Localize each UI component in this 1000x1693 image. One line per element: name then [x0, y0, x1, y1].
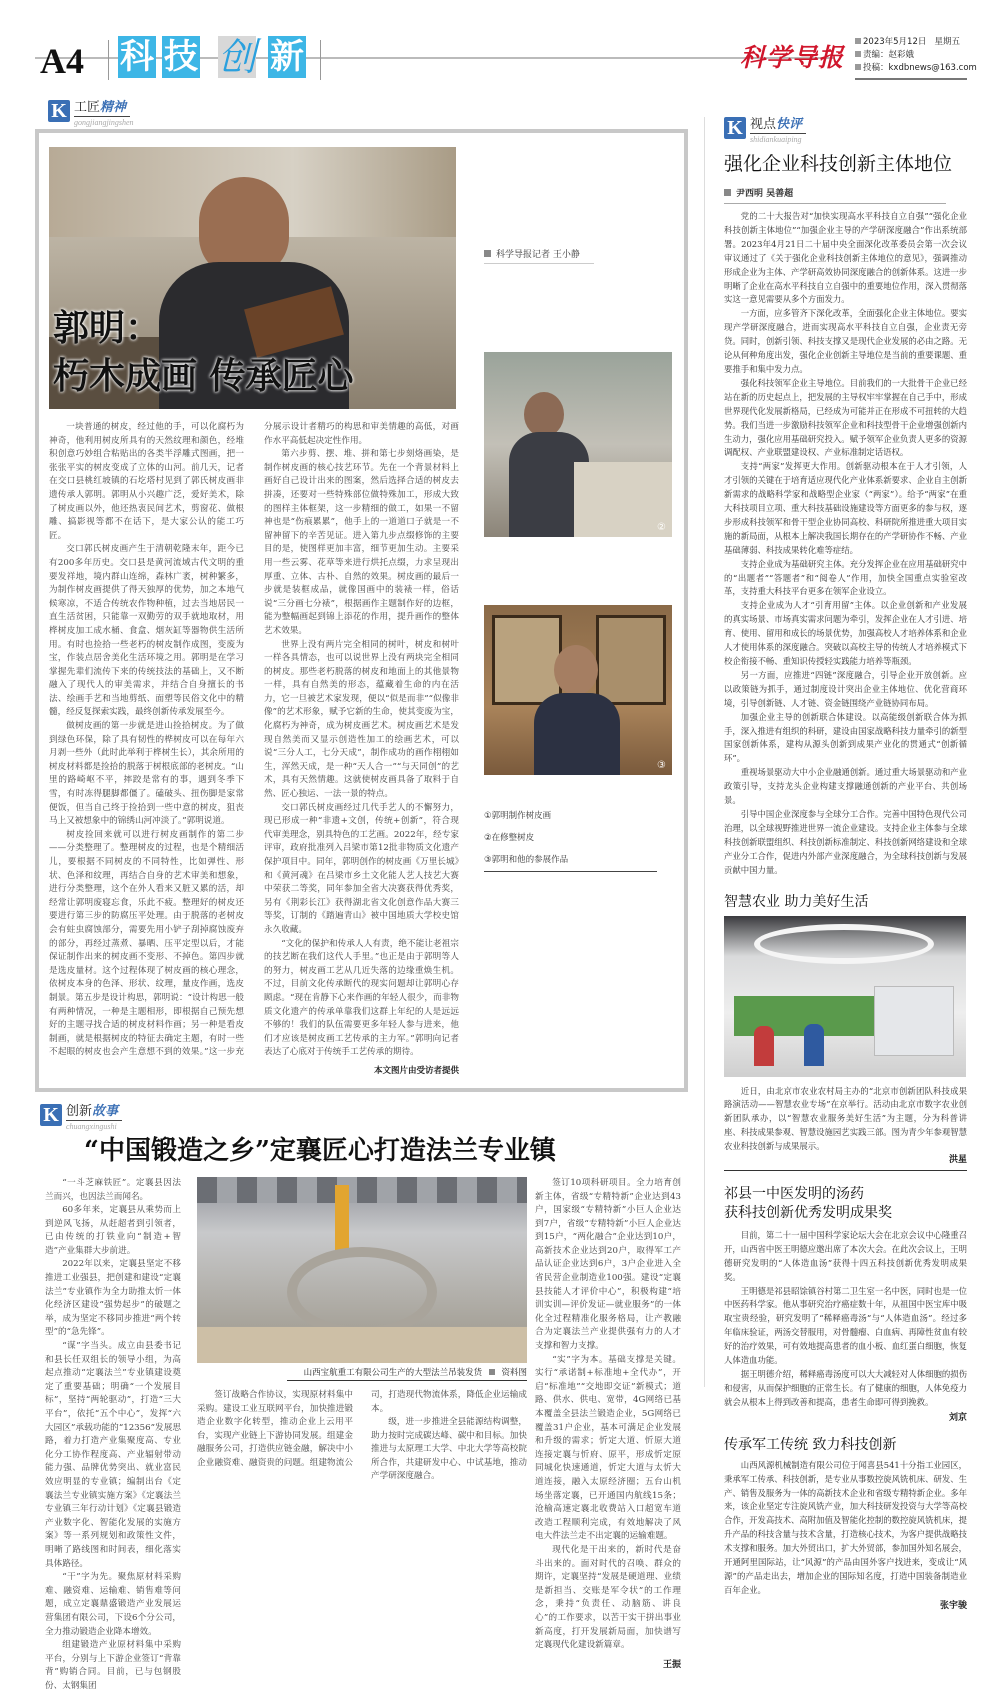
paragraph: 据王明德介绍，稀释癌毒汤度可以大大减轻对人体细胞的损伤和侵害，从而保护细胞的正常生长。有了健康的细胞，人体免疫力就会从根本上得到改善和提高，患者生命即可得到挽救。: [724, 1369, 967, 1407]
paragraph: 级，进一步推进全县能源结构调整，助力按时完成碳达峰、碳中和目标。加快推进与太原理工大学、中北大学等高校院所合作，共建研发中心、中试基地，推动产学研深度融合。: [371, 1417, 527, 1482]
section-title-char: 创: [218, 35, 257, 79]
paragraph: 强化科技领军企业主导地位。目前我们的一大批骨干企业已经站在新的历史起点上，把发展的主导权牢牢掌握在自己手中，形成世界现代化发展新格局，已经成为可能并正在形成不可扭转的大趋势。我们当进一步激励科技领军企业和科技型骨干企业增强创新内生动力，强化应用基础研究投入。赋予领军企业负责人更多的资源调配权、产业联盟建设权、产业标准制定话语权。: [724, 377, 967, 458]
label-text: 创新: [66, 1103, 93, 1119]
paragraph: 党的二十大报告对“加快实现高水平科技自立自强”“强化企业科技创新主体地位”“加强企业主导的产学研深度融合”作出系统部署。2023年4月21日二十届中央全面深化改革委员会第一次会议审议通过了《关于强化企业科技创新主体地位的意见》，强调推动形成企业为主体、产学研高效协同深度融合的创新体系。这进一步明晰了企业在高水平科技自立自强中的重要地位作用，深入贯彻落实这一意见需要从多个方面发力。: [724, 211, 967, 305]
story-headline: “中国锻造之乡”定襄匠心打造法兰专业镇: [84, 1135, 556, 1166]
section-title-char: 新: [270, 37, 304, 77]
label-pinyin: shidiankuaiping: [750, 135, 802, 144]
agri-headline: 智慧农业 助力美好生活: [724, 893, 869, 910]
paragraph: 2022年以来，定襄县坚定不移推进工业强县，把创建和建设“定襄法兰”专业镇作为全力助推太忻一体化经济区建设“强势起步”的破题之举，成为坚定不移同步推进“两个转型”的“急先锋”。: [45, 1259, 181, 1338]
paragraph: 第六步剪、摆、堆、拼和第七步刻烙画染，是制作树皮画的核心技艺环节。先在一个背景材料上画好自己设计出来的图案，然后选择合适的树皮去拼凑，还要对一些特殊部位做特殊加工，形成大致的图样主体框架，这一步精细的做工，如果一不留神也是“伤痕累累”，他手上的一道道口子就是一不留神留下的辛苦见证。进入第九步点缀修饰的主要目的是，使图样更加丰富，细节更加生动。主要采用一些云雾、花草等来进行烘托点缀，力求呈现出厚重、立体、古朴、自然的效果。树皮画的最后一步就是装框成品，就像国画中的装裱一样，俗话说“三分画七分裱”，根据画作主题制作好的边框，能为整幅画起到锦上添花的作用，提升画作的整体艺术效果。: [264, 449, 459, 636]
issue-meta: [855, 36, 977, 75]
feature-frame: [35, 129, 688, 1092]
paragraph: 重视场景驱动大中小企业融通创新。通过重大场景驱动和产业政策引导，支持龙头企业构建支撑融通创新的产业平台、共创场景。: [724, 767, 967, 806]
k-badge-icon: K: [724, 117, 746, 139]
military-headline: 传承军工传统 致力科技创新: [724, 1436, 897, 1453]
label-pinyin: chuangxingushi: [66, 1121, 117, 1131]
tcm-headline-line1: 祁县一中医发明的汤药: [724, 1185, 864, 1202]
k-badge-icon: K: [40, 1104, 62, 1126]
divider: [320, 40, 321, 80]
story-section: [35, 1104, 688, 1693]
paragraph: 现代化是干出来的，新时代是奋斗出来的。面对时代的召唤、群众的期许，定襄坚持“发展是硬道理、业绩是新担当、交账是军令状”的工作理念，秉持“负责任、动脑筋、讲良心”的工作要求，以苦干实干拼出事业新高度，打开发展新局面，加快谱写定襄现代化建设新篇章。: [535, 1544, 681, 1651]
paragraph: 引导中国企业深度参与全球分工合作。完善中国特色现代公司治理，以全球视野推进世界一流企业建设。支持企业主体参与全球科技创新联盟组织、科技创新标准制定、科技创新网络建设和全球产业分工合作，促进内外部产业深度融合，为全球科技创新与发展贡献中国力量。: [724, 808, 967, 875]
right-column: [724, 117, 967, 1611]
paragraph: 另一方面，应推进“四链”深度融合，引导企业开放创新。应以政策链为抓手，通过制度设计突出企业主体地位、优化营商环境，引导创新链、人才链、资金链围绕产业链协同布局。: [724, 669, 967, 708]
column-label-viewpoint: [724, 117, 967, 144]
story-columns: [35, 1177, 688, 1693]
divider: [108, 40, 109, 80]
paragraph: 树皮捡回来就可以进行树皮画制作的第二步——分类整理了。整理树皮的过程，也是个精细活儿，要根据不同树皮的不同特性，比如弹性、形状、色泽和纹理，再结合自身的艺术审美和想象，进行分类整理，这个在外人看来又脏又累的活，却经常让郭明废寝忘食，乐此不疲。整理好的树皮还要进行第三步的防腐压平处理。由于脱落的老树皮会有蛀虫腐蚀部分，需要先用小铲子刮掉腐蚀废弃的部分，再经过蒸煮、暴晒、压平定型以后，才能保证制作出来的树皮画不变形、不掉色。第四步就是选皮量材。这个过程体现了树皮画的核心理念，依树皮本身的色泽、形状、纹理，量皮作画，选皮制景。第五步是设计构思，郭明说：“设计构思一般有两种情况，一种是主题相形，即根据自己预先想好的主题寻找合适的树皮材料作画；另一种是看皮制画，就是根据树皮的特征去确定主题，有时一些不起眼的树皮也会产生意想不到的效果。”这一步充分展示设计者精巧的构思和审美情趣的高低，对画作水平高低起决定性作用。: [49, 422, 459, 1058]
label-accent: 快评: [776, 117, 803, 132]
paragraph: 支持企业成为基础研究主体。充分发挥企业在应用基础研究中的“出题者”“答题者”和“阅卷人”作用，加快全国重点实验室改革，支持重大科技平台更多在领军企业设立。: [724, 558, 967, 597]
label-text: 工匠: [74, 100, 101, 115]
submit-email[interactable]: 投稿：kxdbnews@163.com: [855, 62, 977, 75]
viewpoint-article-body: [724, 210, 967, 878]
photo-caption-text: 山西宝航重工有限公司生产的大型法兰吊装发货: [303, 1367, 483, 1378]
photo-number: ③: [657, 760, 666, 771]
paragraph: 王明德是祁县昭馀镇谷村第二卫生室一名中医，同时也是一位中医药科学家。他从事研究治疗癌症数十年，从祖国中医宝库中吸取宝贵经验，研究发明了“稀释癌毒汤”与“人体造血汤”。经过多年临床验证，两汤交替服用，对骨髓瘤、白血病、再障性贫血有较好的治疗效果，可有效地提高患者的血小板、血红蛋白细胞，恢复人体造血功能。: [724, 1285, 967, 1366]
feature-main: [49, 147, 459, 1076]
left-column: [35, 100, 688, 1693]
military-article-body: [724, 1459, 967, 1598]
newspaper-logo: 科学导报: [740, 43, 845, 72]
label-accent: 精神: [100, 100, 127, 115]
story-author: 王振: [662, 1659, 681, 1670]
paragraph: 加强企业主导的创新联合体建设。以高能级创新联合体为抓手，深入推进有组织的科研，建设由国家战略科技力量牵引的新型国家创新体系，建构从源头创新到成果产业化的贯通式“创新循环”。: [724, 711, 967, 764]
paragraph: 一块普通的树皮，经过他的手，可以化腐朽为神奇，他利用树皮所具有的天然纹理和颜色，经堆积创意巧妙组合粘贴出的各类半浮雕式图画，把一张张平实的树皮变成了立体的山河。前几天，记者在交口县桃红坡镇的石圪塔村见到了郭氏树皮画非遗传承人郭明。郭明从小兴趣广泛，爱好美术，除了树皮画以外，他还热衷民间艺术，剪窗花、做根雕、搞影视等都不在话下，是大家公认的能工巧匠。: [49, 422, 244, 541]
photo-flange-hoisting: [197, 1177, 527, 1363]
caption-1: ①郭明制作树皮画: [484, 811, 552, 821]
issue-weekday: 星期五: [934, 37, 960, 47]
paragraph: 世界上没有两片完全相同的树叶，树皮和树叶一样各具情态，也可以说世界上没有两块完全相同的树皮。那些老朽脱落的树皮和地面上的其他景物一样，具有自然美的形态，蕴藏着生命的内在活力，它一旦被艺术家发现，便以“似是而非”“似像非像”的艺术形象，赋予它新的生命，使其变废为宝，化腐朽为神奇，成为树皮画艺术。树皮画艺术是发现自然美而又显示创造性加工的绘画艺术，可以说“三分人工，七分天成”，制作成功的画作栩栩如生，浑然天成，是一种“天人合一”“与天同创”的艺术，具有天然情趣。这就使树皮画具备了取料于自然、匠心独运、一法一景的特点。: [264, 639, 459, 800]
feature-headline: 朽木成画 传承匠心: [53, 355, 354, 397]
paragraph: 交口郭氏树皮画经过几代手艺人的不懈努力，现已形成一种“非遗+文创，传统+创新”，符合现代审美理念，别具特色的工艺画。2022年，经专家评审，政府批准列入吕梁市第12批非物质文化遗产保护项目中。同年，郭明创作的树皮画《万里长城》和《黄河魂》在吕梁市乡土文化能人艺人技艺大赛中荣获二等奖，同年参加全省大决赛获得优秀奖，另有《荆彩长江》获得湖北省文化创意作品大赛三等奖，订制的《踏遍青山》被中国地质大学校史馆永久收藏。: [264, 802, 459, 935]
photo-trimming-bark: [484, 352, 672, 537]
tcm-article-body: [724, 1229, 967, 1410]
feature-byline: 科学导报记者 王小静: [484, 247, 594, 264]
k-badge-icon: K: [48, 100, 70, 122]
photo-number: ②: [657, 522, 666, 533]
feature-headline-name: 郭明：: [53, 307, 162, 349]
paragraph: 山西风源机械制造有限公司位于闻喜县541十分指工业园区，秉承军工传承、科技创新，是专业从事数控旋风铣机床、研发、生产、销售及服务为一体的高新技术企业和省级专精特新企业。多年来，该企业坚定专注旋风铣产业，加大科技研发投资与大学等高校合作，开发高技术、高附加值及智能化控制的数控旋风铣机床，提升产品的科技含量与技术含量，打造核心技术，为客户提供战略技术支撑和服务。加大外贸出口，扩大外贸部，参加国外知名展会，开通阿里国际站，让“风源”的产品由国外客户找进来，变成让“风源”的产品走出去，增加企业的国际知名度，打造中国装备制造业百年企业。: [724, 1459, 967, 1595]
issue-date: 2023年5月12日: [863, 37, 927, 47]
paragraph: “一斗芝麻铁匠”。定襄县因法兰而兴，也因法兰而闻名。: [45, 1177, 181, 1202]
label-accent: 故事: [92, 1103, 119, 1119]
label-text: 视点: [750, 117, 777, 132]
section-title-char: 科: [120, 37, 154, 77]
viewpoint-byline: 尹西明 吴善超: [724, 186, 946, 204]
agri-author: 洪星: [948, 1155, 967, 1166]
section-title-char: 技: [164, 37, 198, 77]
editor: 责编：赵彩娥: [855, 49, 977, 62]
story-column-4: [535, 1177, 681, 1653]
story-photo-caption: [287, 1366, 527, 1381]
paragraph: “谋”字当头。成立由县委书记和县长任双组长的领导小组，为高起点推动“定襄法兰”专业镇建设奠定了重要基础；明确“一个发展目标”，坚持“两轮驱动”，打造“三大平台”，依托“五个中心”，发挥“六大园区”承载功能的“12356”发展思路，着力打造产业集聚度高、专业化分工协作程度高、产业辐射带动能力强、品牌优势突出、就业富民效应明显的专业镇；编制出台《定襄法兰专业镇实施方案》《定襄法兰专业镇三年行动计划》《定襄县锻造产业数字化、智能化发展的实施方案》等一系列规划和政策性文件，明晰了路线图和时间表，细化落实具体路径。: [45, 1341, 181, 1569]
column-label-craftsman: [35, 100, 142, 127]
tcm-headline-line2: 获科技创新优秀发明成果奖: [724, 1204, 892, 1221]
story-column-1: [45, 1177, 181, 1693]
feature-section: [35, 100, 688, 1092]
photo-smart-agriculture-exhibit: [724, 916, 966, 1077]
agri-caption-text: 近日，由北京市农业农村局主办的“北京市创新团队科技成果路演活动——智慧农业专场”在京举行。活动由北京市数字农业创新团队承办，以“智慧农业服务美好生活”为主题，分为科普讲座、科技成果参观、智慧设施园艺实践三部。图为青少年参观智慧农业科技创新与成果展示。: [724, 1085, 967, 1152]
paragraph: 做树皮画的第一步就是进山捡拾树皮。为了做到绿色环保，除了具有韧性的桦树皮可以在每年六月剥一些外（此时此举利于桦树生长），其余所用的树皮材料都是捡拾的脱落于树根底部的老树皮。“山里的路崎岖不平，摔跤是常有的事，遇到冬季下雪，有时冻得腿脚都僵了。磕破头、扭伤脚是家常便饭，但当自己终于捡拾到一些中意的树皮，狙丧马上又被想象中的锦绣山河冲淡了。”郭明说道。: [49, 721, 244, 827]
feature-side: [484, 147, 672, 1076]
column-divider: [704, 117, 705, 1387]
paragraph: 组建锻造产业原材料集中采购平台，分别与上下游企业签订“背靠背”购销合同。目前，已与包钢股份、太钢集团: [45, 1640, 181, 1691]
paragraph: 60多年来，定襄县从乘势而上到逆风飞扬，从赶超者到引领者，已由传统的打铁业向“制造+智造”产业集群大步前进。: [45, 1205, 181, 1256]
story-column-4-wrap: [535, 1177, 681, 1693]
caption-3: ③郭明和他的参展作品: [484, 855, 569, 865]
paragraph: “干”字为先。聚焦原材料采购难、融资难、运输难、销售难等问题，成立定襄鼎盛锻造产业发展运营集团有限公司，下设6个分公司，全力推动锻造企业降本增效。: [45, 1572, 181, 1637]
agri-caption: [724, 1085, 967, 1171]
meta-rule: [855, 78, 967, 80]
photo-captions: [484, 805, 657, 872]
tcm-headline: [724, 1185, 967, 1223]
square-bullet-icon: [489, 1369, 495, 1375]
tcm-author: 刘京: [948, 1412, 967, 1423]
paragraph: 目前，第二十一届中国科学家论坛大会在北京会议中心隆重召开，山西省中医王明德应邀出席了本次大会。在此次会议上，王明德研究发明的“人体造血汤”获得十四五科技创新优秀发明成果奖。: [724, 1229, 967, 1282]
label-pinyin: gongjiangjingshen: [74, 118, 134, 127]
photo-guo-ming-with-works: [484, 605, 672, 775]
paragraph: 签订10项科研项目。全力培育创新主体，省级“专精特新”企业达到43户，国家级“专精特新”小巨人企业达到7户，省级“专精特新”小巨人企业达到15户，“两化融合”企业达到10户，高新技术企业达到20户，取得军工产品认证企业达到6户，3户企业进入全省民营企业制造业100强。建设“定襄县技能人才评价中心”，积极构建“培训实训—评价发证—就业服务”的一体化全过程精准化服务格局，让产教融合为定襄法兰产业提供强有力的人才支撑和智力支撑。: [535, 1177, 681, 1352]
paragraph: 交口郭氏树皮画产生于清朝乾隆末年，距今已有200多年历史。交口县是黄河流域古代文明的重要发祥地，境内群山连绵，森林广袤，树种繁多，为制作树皮画提供了得天独厚的优势，加之本地气候寒凉，不适合传统农作物种植，过去当地居民一直生活贫困，只能靠一双勤劳的双手就地取材，用桦树皮加工成水桶、食盒、烟灰缸等器物供生活所用。有时也捡拾一些老朽的树皮制作成图，变废为宝，作装点居舍美化生活环境之用。郭明是在学习掌握先辈们流传下来的传统技法的基础上，又不断融入了现代人的审美需求，并结合自身擅长的书法、绘画手艺和当地剪纸、面塑等民俗文化中的精髓，经反复探索实践，最终创新传承发展至今。: [49, 544, 244, 718]
photo-guo-ming-making-bark-painting: [49, 147, 456, 409]
paragraph: 支持企业成为人才“引育用留”主体。以企业创新和产业发展的真实场景、市场真实需求问题为牵引，发挥企业在人才引进、培育、使用、留用和成长的场景优势，加强高校人才培养体系和企业人才使用体系的深度融合。突破以高校主导的传统人才培养模式下校企衔接不畅、重知识传授轻实践能力培养等瓶颈。: [724, 600, 967, 666]
paragraph: 签订战略合作协议，实现原材料集中采购。建设工业互联网平台，加快推进锻造企业数字化转型，推动企业上云用平台，实现产业链上下游协同发展。组建金融服务公司，打造供应链金融，解决中小企业融资难、融资贵的问题。组建物流公司，打造现代物流体系，降低企业运输成本。: [197, 1389, 527, 1468]
military-author: 张宇骏: [939, 1600, 967, 1611]
caption-2: ②在修整树皮: [484, 833, 535, 843]
page-number: A4: [40, 41, 84, 81]
story-middle: [197, 1177, 527, 1693]
column-label-story: [35, 1104, 688, 1131]
paragraph: “文化的保护和传承人人有责，绝不能让老祖宗的技艺断在我们这代人手里。”也正是由于郭明等人的努力，树皮画工艺从几近失落的边缘重焕生机。不过，目前文化传承断代的现实问题却让郭明心存顾虑。“现在肯静下心来作画的年轻人很少，而非物质文化遗产的传承单靠我们这群上年纪的人是远远不够的！我们的队伍需要更多年轻人参与进来，他们才应该是树皮画工艺传承的主力军。”郭明向记者表达了心底对于传统手工艺传承的期待。: [264, 938, 459, 1058]
viewpoint-headline: 强化企业科技创新主体地位: [724, 153, 953, 175]
paragraph: 支持“两家”发挥更大作用。创新驱动根本在于人才引领，人才引领的关键在于培育适应现代化产业体系新要求、企业自主创新新需求的战略科学家和战略型企业家（“两家”）。给予“两家”在重大科技项目立项、重大科技基础设施建设等方面更多的参与权，逐步形成科技领军和骨干型企业协同高校、科研院所推进重大项目实施的新局面，从根本上解决我国长期存在的产学研协作不畅、产业基础薄弱、科技成果转化难等症结。: [724, 461, 967, 555]
photo-credit-text: 资料图: [501, 1367, 527, 1378]
photo-credit: 本文图片由受访者提供: [373, 1065, 459, 1076]
story-middle-columns: [197, 1389, 527, 1484]
paragraph: 一方面，应多管齐下深化改革，全面强化企业主体地位。要实现产学研深度融合，进而实现高水平科技自立自强，企业责无旁贷。同时，创新引领、科技支撑又是现代企业发展的必由之路。无论从何种角度出发，强化企业创新主导地位是当前的重要课题、重要推手和集中发力点。: [724, 308, 967, 374]
paragraph: “实”字为本。基础支撑是关键。实行“承诺制+标准地+全代办”，开启“标准地”“交地即交证”新模式；道路、供水、供电、宽带，4G网络已基本覆盖全县法兰锻造企业，5G网络已覆盖31户企业，基本可满足企业发展和升级的需求；忻定大道、忻原大道连接定襄与忻府、原平，形成忻定原同城化快速通道，忻定大道与太忻大道连接，融入太原经济圈；五台山机场坐落定襄，已开通国内航线15条；沧榆高速定襄北收费站入口超宽车道改造工程顺利完成，有效地解决了风电大件法兰走不出定襄的运输难题。: [535, 1354, 681, 1542]
feature-article-body: [49, 421, 459, 1060]
